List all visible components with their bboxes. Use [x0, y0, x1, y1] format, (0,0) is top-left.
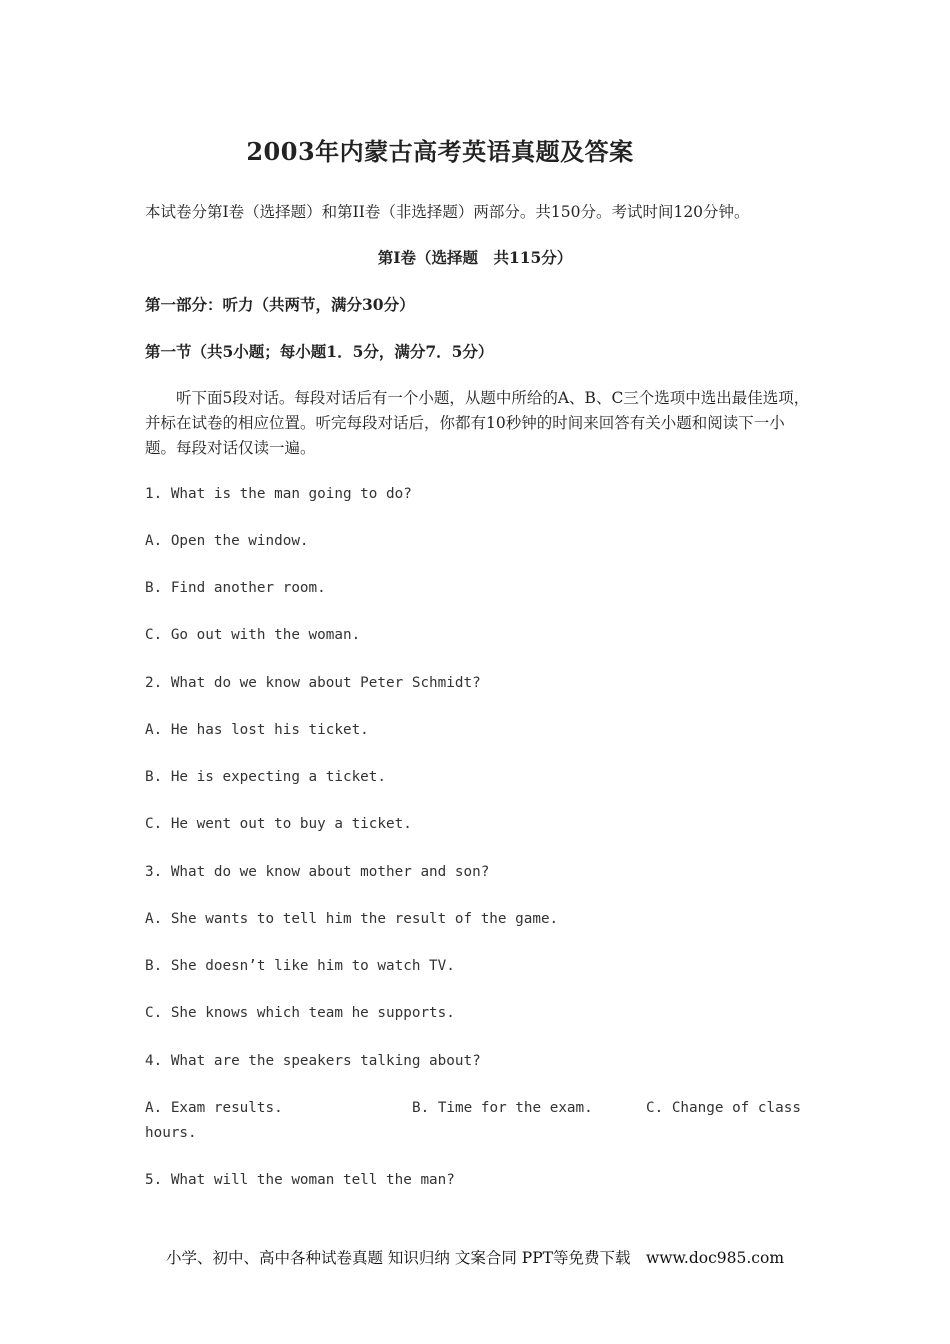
question-1-option-b: B. Find another room. [145, 580, 326, 596]
question-3-option-c: C. She knows which team he supports. [145, 1005, 455, 1021]
question-4-option-b: B. Time for the exam. [412, 1100, 593, 1116]
question-1-option-c: C. Go out with the woman. [145, 627, 361, 643]
question-2-option-c: C. He went out to buy a ticket. [145, 816, 412, 832]
question-1-option-a: A. Open the window. [145, 533, 309, 549]
question-4-option-c: C. Change of class [646, 1100, 801, 1116]
exam-intro: 本试卷分第Ⅰ卷（选择题）和第II卷（非选择题）两部分。共150分。考试时间120分钟。 [145, 203, 750, 221]
document-title: 2003年内蒙古高考英语真题及答案 [246, 137, 634, 166]
question-2-option-b: B. He is expecting a ticket. [145, 769, 387, 785]
question-4-option-c-continued: hours. [145, 1125, 197, 1141]
question-2-stem: 2. What do we know about Peter Schmidt? [145, 675, 481, 691]
question-2-option-a: A. He has lost his ticket. [145, 722, 369, 738]
question-4-option-a: A. Exam results. [145, 1100, 283, 1116]
question-4-stem: 4. What are the speakers talking about? [145, 1053, 481, 1069]
part1-heading: 第一部分：听力（共两节，满分30分） [145, 295, 415, 314]
volume-header: 第Ⅰ卷（选择题 共115分） [377, 248, 573, 267]
section1-heading: 第一节（共5小题；每小题1．5分，满分7．5分） [145, 342, 494, 361]
question-1-stem: 1. What is the man going to do? [145, 486, 412, 502]
listening-instructions [145, 386, 810, 461]
page-footer: 小学、初中、高中各种试卷真题 知识归纳 文案合同 PPT等免费下载 www.doc985.com [165, 1249, 785, 1267]
question-5-stem: 5. What will the woman tell the man? [145, 1172, 455, 1188]
question-3-stem: 3. What do we know about mother and son? [145, 864, 490, 880]
question-3-option-a: A. She wants to tell him the result of the game. [145, 911, 559, 927]
instructions-text: 听下面5段对话。每段对话后有一个小题，从题中所给的A、B、C三个选项中选出最佳选项，并标在试卷的相应位置。听完每段对话后，你都有10秒钟的时间来回答有关小题和阅读下一小题。每段对话仅读一遍。 [145, 389, 810, 457]
question-3-option-b: B. She doesn’t like him to watch TV. [145, 958, 455, 974]
